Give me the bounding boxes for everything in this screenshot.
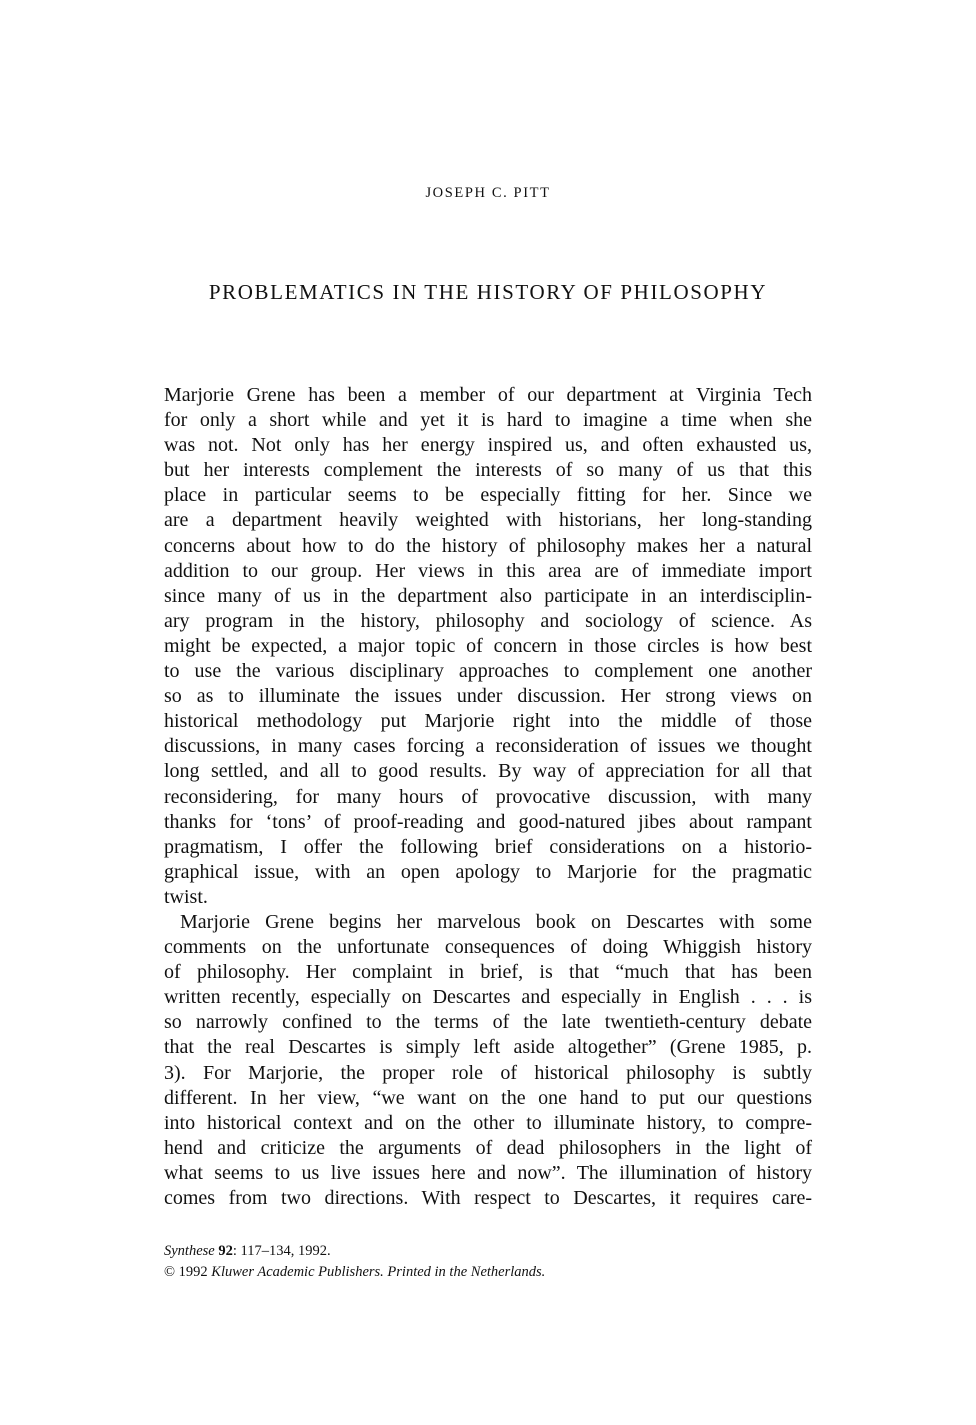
text-line: written recently, especially on Descartes and especially in English . . . is — [164, 986, 812, 1009]
text-line: comes from two directions. With respect to Descartes, it requires care- — [164, 1187, 812, 1209]
text-line: concerns about how to do the history of philosophy makes her a natural — [164, 534, 812, 557]
text-line: for only a short while and yet it is hard to imagine a time when she — [164, 409, 812, 432]
article-body — [164, 383, 812, 1211]
text-line: that the real Descartes is simply left aside altogether” (Grene 1985, p. — [164, 1036, 812, 1059]
text-line: so as to illuminate the issues under discussion. Her strong views on — [164, 685, 812, 708]
publication-footer — [164, 1241, 864, 1283]
text-line: ary program in the history, philosophy and sociology of science. As — [164, 609, 812, 632]
text-line: was not. Not only has her energy inspired us, and often exhausted us, — [164, 434, 812, 457]
text-line: 3). For Marjorie, the proper role of historical philosophy is subtly — [164, 1061, 812, 1084]
text-line: comments on the unfortunate consequences of doing Whiggish history — [164, 936, 812, 959]
paragraph-2 — [164, 910, 812, 1211]
author-name: JOSEPH C. PITT — [425, 185, 551, 201]
text-line: discussions, in many cases forcing a reconsideration of issues we thought — [164, 735, 812, 758]
copyright-line — [164, 1262, 864, 1283]
text-line: to use the various disciplinary approaches to complement one another — [164, 660, 812, 683]
article-title: PROBLEMATICS IN THE HISTORY OF PHILOSOPHY — [208, 280, 768, 304]
text-line: are a department heavily weighted with historians, her long-standing — [164, 509, 812, 532]
text-line: different. In her view, “we want on the one hand to put our questions — [164, 1086, 812, 1109]
text-line: into historical context and on the other to illuminate history, to compre- — [164, 1111, 812, 1134]
text-line: might be expected, a major topic of concern in those circles is how best — [164, 634, 812, 657]
text-line: historical methodology put Marjorie right into the middle of those — [164, 710, 812, 733]
journal-name: Synthese — [164, 1243, 215, 1259]
text-line: pragmatism, I offer the following brief considerations on a historio- — [164, 835, 812, 858]
text-line: Marjorie Grene has been a member of our department at Virginia Tech — [164, 384, 812, 406]
text-line: thanks for ‘tons’ of proof-reading and good-natured jibes about rampant — [164, 810, 812, 833]
paragraph-1 — [164, 383, 812, 910]
citation-line — [164, 1241, 864, 1262]
copyright-year: 1992 — [178, 1264, 208, 1280]
text-line: addition to our group. Her views in this area are of immediate import — [164, 559, 812, 582]
text-line: Marjorie Grene begins her marvelous book on Descartes with some — [180, 910, 812, 933]
text-line: long settled, and all to good results. By way of appreciation for all that — [164, 760, 812, 783]
text-line: graphical issue, with an open apology to Marjorie for the pragmatic — [164, 860, 812, 883]
text-line: but her interests complement the interests of so many of us that this — [164, 459, 812, 482]
copyright-icon: © — [164, 1264, 176, 1280]
text-line: what seems to us live issues here and now”. The illumination of history — [164, 1161, 812, 1184]
text-line: so narrowly confined to the terms of the late twentieth-century debate — [164, 1011, 812, 1034]
text-line: of philosophy. Her complaint in brief, is that “much that has been — [164, 961, 812, 984]
publisher-note: Kluwer Academic Publishers. Printed in the Netherlands. — [211, 1264, 546, 1280]
text-line: hend and criticize the arguments of dead philosophers in the light of — [164, 1136, 812, 1159]
journal-pages-year: : 117–134, 1992. — [232, 1243, 331, 1259]
journal-volume: 92 — [218, 1243, 233, 1259]
text-line: place in particular seems to be especially fitting for her. Since we — [164, 484, 812, 507]
text-line: since many of us in the department also participate in an interdisciplin- — [164, 584, 812, 607]
text-line: reconsidering, for many hours of provocative discussion, with many — [164, 785, 812, 808]
text-line: twist. — [164, 885, 208, 908]
